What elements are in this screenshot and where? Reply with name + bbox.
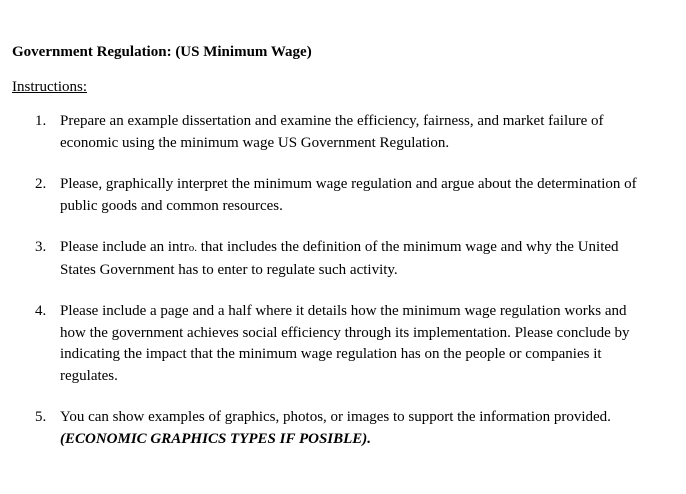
list-item-text-small: o. [188, 242, 197, 254]
list-item-text [60, 237, 640, 281]
list-item-text [60, 407, 640, 450]
list-item-number: 5. [35, 409, 47, 425]
instructions-list [0, 111, 686, 450]
emphasis-text: (ECONOMIC GRAPHICS TYPES IF POSIBLE). [60, 430, 372, 447]
list-item-text-part: that includes the definition of the minimum wage and why the United States Government has to enter to regulate such activity. [60, 239, 619, 278]
list-item-number: 4. [35, 303, 47, 319]
list-item [0, 301, 686, 387]
list-item [0, 407, 686, 450]
list-item-text: Prepare an example dissertation and examine the efficiency, fairness, and market failure of economic using the minimum wage US Government Regulation. [60, 113, 604, 151]
list-item-number: 2. [35, 176, 47, 192]
list-item [0, 174, 686, 217]
document-title: Government Regulation: (US Minimum Wage) [12, 44, 312, 60]
list-item-text-part: Please include an intr [60, 239, 189, 255]
list-item [0, 237, 686, 281]
list-item [0, 111, 686, 154]
list-item-number: 3. [35, 239, 47, 255]
instructions-label: Instructions: [12, 79, 87, 95]
list-item-text-part: You can show examples of graphics, photos, or images to support the information provided. [60, 409, 611, 425]
list-item-text: Please, graphically interpret the minimum wage regulation and argue about the determination of public goods and common resources. [60, 176, 637, 214]
list-item-text: Please include a page and a half where it details how the minimum wage regulation works and how the government achieves social efficiency through its implementation. Please conclude by indicating the impact that the minimum wage regulation has on the people or companies it regulates. [60, 303, 630, 384]
list-item-number: 1. [35, 113, 47, 129]
